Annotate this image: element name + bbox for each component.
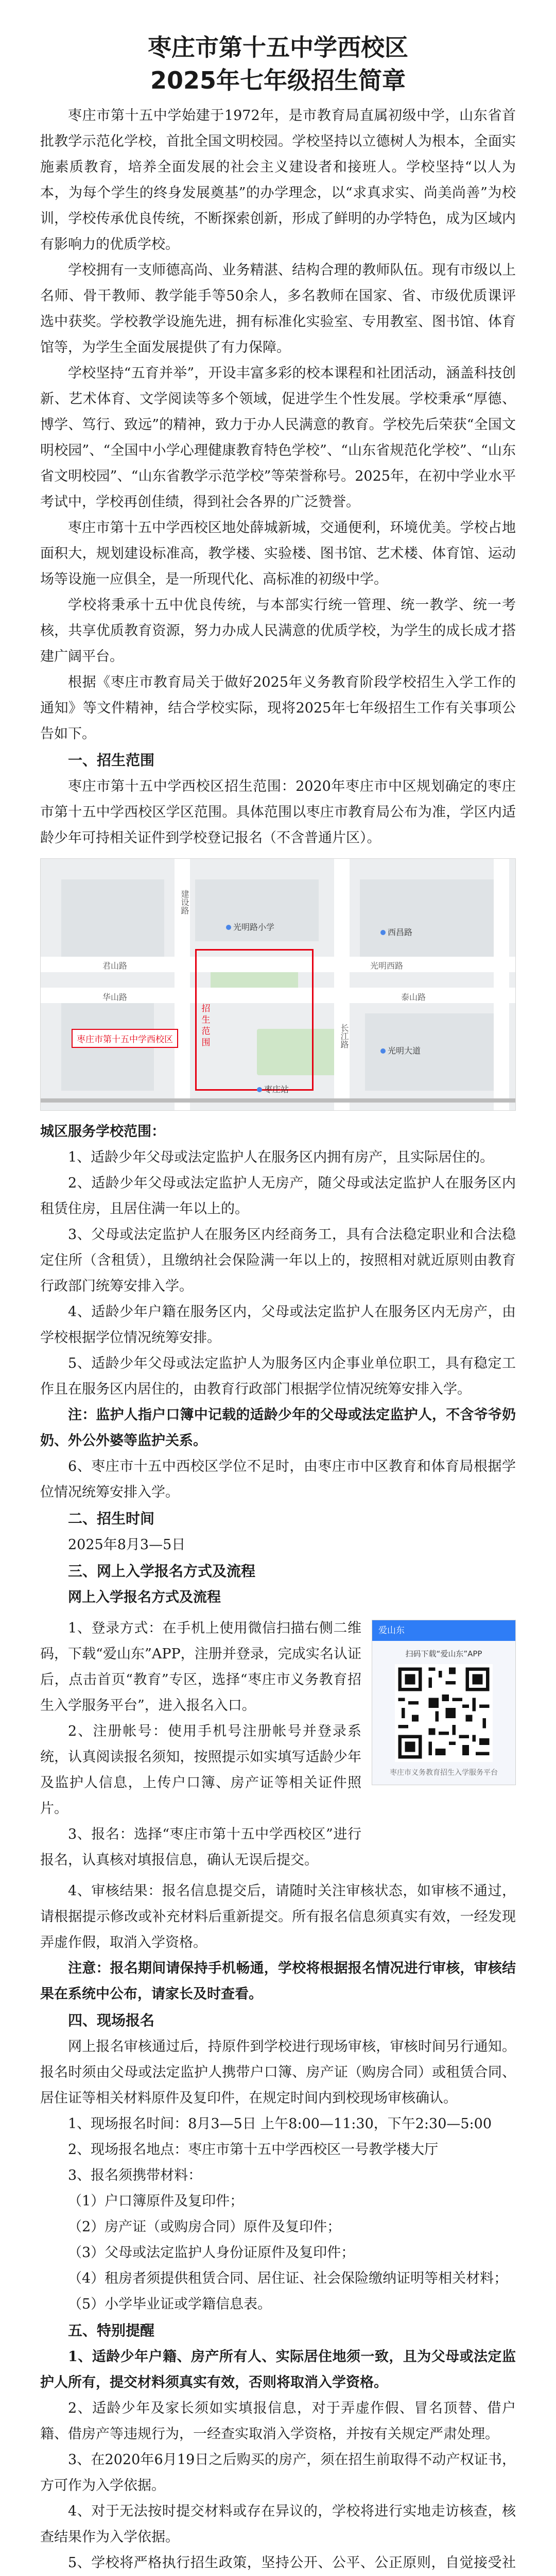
list-item: 3、在2020年6月19日之后购买的房产，须在招生前取得不动产权证书，方可作为入学依据。: [40, 2452, 516, 2494]
poi-marker-icon: [380, 1048, 386, 1054]
list-item: （3）父母或法定监护人身份证原件及复印件；: [68, 2245, 355, 2261]
intro-paragraph: 根据《枣庄市教育局关于做好2025年义务教育阶段学校招生入学工作的通知》等文件精神，结合学校实际，现将2025年七年级招生工作有关事项公告如下。: [40, 674, 516, 742]
info-line: [40, 2111, 516, 2137]
list-item: 2、适龄少年父母或法定监护人无房产，随父母或法定监护人在服务区内租赁住房，且居住满一年以上的。: [40, 1175, 516, 1217]
info-label: 1、现场报名时间：: [68, 2116, 188, 2132]
section-text: 枣庄市第十五中学西校区招生范围：2020年枣庄市中区规划确定的枣庄市第十五中学西校区学区范围。具体范围以枣庄市教育局公布为准，学区内适龄少年可持相关证件到学校登记报名（不含普通片区）。: [40, 778, 516, 846]
list-item: 1、适龄少年父母或法定监护人在服务区内拥有房产，且实际居住的。: [68, 1149, 494, 1165]
map-road: [334, 859, 350, 1110]
road-label: 长江路: [339, 1024, 349, 1048]
info-label: 2、现场报名地点：: [68, 2142, 188, 2158]
road-label: 君山路: [102, 961, 128, 971]
list-item: 2、注册帐号：使用手机号注册帐号并登录系统，认真阅读报名须知，按照提示如实填写适龄少年及监护人信息，上传户口簿、房产证等相关证件照片。: [40, 1723, 361, 1817]
list-item: （1）户口簿原件及复印件；: [68, 2193, 244, 2209]
qr-instructions: [40, 1616, 361, 1873]
section-heading: 二、招生时间: [68, 1510, 155, 1527]
list-item: （4）租房者须提供租赁合同、居住证、社会保险缴纳证明等相关材料；: [68, 2270, 508, 2286]
map-railway: [41, 1098, 515, 1103]
list-item: 3、报名：选择“枣庄市第十五中学西校区”进行报名，认真核对填报信息，确认无误后提交。: [40, 1826, 361, 1868]
qr-code-icon[interactable]: [395, 1664, 493, 1762]
page-title: [40, 31, 516, 97]
map-block: [360, 879, 494, 957]
section-text: 2025年8月3—5日: [68, 1537, 186, 1553]
intro-paragraph: 学校拥有一支师德高尚、业务精湛、结构合理的教师队伍。现有市级以上名师、骨干教师、教学能手等50余人，多名教师在国家、省、市级优质课评选中获奖。学校教学设施先进，拥有标准化实验室、专用教室、图书馆、体育馆等，为学生全面发展提供了有力保障。: [40, 262, 516, 355]
title-line-2: 2025年七年级招生简章: [150, 66, 406, 94]
poi-marker-icon: [226, 925, 231, 930]
school-tag: 枣庄市第十五中学西校区: [72, 1029, 178, 1048]
info-line: [40, 2137, 516, 2163]
road-label: 光明西路: [370, 961, 404, 971]
list-item: （5）小学毕业证或学籍信息表。: [68, 2296, 272, 2312]
info-value: 枣庄市第十五中学西校区一号教学楼大厅: [188, 2142, 439, 2158]
section-text: 网上报名审核通过后，持原件到学校进行现场审核，审核时间另行通知。报名时须由父母或法定监护人携带户口簿、房产证（购房合同）或租赁合同、居住证等相关材料原件及复印件，在规定时间内到校现场审核确认。: [40, 2039, 516, 2106]
map-block: [61, 879, 164, 962]
list-item: 4、对于无法按时提交材料或存在异议的，学校将进行实地走访核查，核查结果作为入学依据。: [40, 2503, 516, 2545]
list-item: 4、适龄少年户籍在服务区内，父母或法定监护人在服务区内无房产，由学校根据学位情况统筹安排。: [40, 1304, 516, 1346]
app-body: [372, 1641, 515, 1785]
qr-caption: 扫码下载“爱山东”APP: [405, 1649, 482, 1658]
sub-heading: 网上入学报名方式及流程: [68, 1589, 221, 1605]
enrollment-boundary: [195, 949, 314, 1091]
app-footer: 枣庄市义务教育招生入学服务平台: [390, 1769, 498, 1777]
road-label: 泰山路: [401, 992, 426, 1002]
road-label: 建设路: [180, 890, 189, 914]
intro-paragraph: 学校坚持“五育并举”，开设丰富多彩的校本课程和社团活动，涵盖科技创新、艺术体育、文学阅读等多个领域，促进学生个性发展。学校秉承“厚德、博学、笃行、致远”的精神，致力于办人民满意的教育。学校先后荣获“全国文明校园”、“全国中小学心理健康教育特色学校”、“山东省规范化学校”、“山东省文明校园”、“山东省教学示范学校”等荣誉称号。2025年，在初中学业水平考试中，学校再创佳绩，得到社会各界的广泛赞誉。: [40, 365, 516, 510]
qr-section: [40, 1616, 516, 1873]
poi-marker-icon: [257, 1087, 262, 1092]
bold-note: 注意：报名期间请保持手机畅通，学校将根据报名情况进行审核，审核结果在系统中公布，请家长及时查看。: [40, 1960, 516, 2002]
list-item: 2、适龄少年及家长须如实填报信息，对于弄虚作假、冒名顶替、借户籍、借房产等违规行为，一经查实取消入学资格，并按有关规定严肃处理。: [40, 2400, 516, 2442]
section-heading: 三、网上入学报名方式及流程: [68, 1563, 256, 1580]
sub-heading: 城区服务学校范围：: [40, 1124, 165, 1140]
list-item: 5、学校将严格执行招生政策，坚持公开、公平、公正原则，自觉接受社: [68, 2555, 516, 2571]
section-heading: 五、特别提醒: [68, 2322, 155, 2339]
map-road: [494, 859, 509, 1110]
app-header: 爱山东: [372, 1620, 515, 1641]
enrollment-map: [40, 858, 516, 1111]
info-value: 8月3—5日 上午8:00—11:30，下午2:30—5:00: [188, 2116, 492, 2132]
map-poi: 枣庄站: [257, 1083, 289, 1095]
intro-paragraph: 枣庄市第十五中学始建于1972年，是市教育局直属初级中学，山东省首批教学示范化学校，首批全国文明校园。学校坚持以立德树人为根本，全面实施素质教育，培养全面发展的社会主义建设者和接班人。学校坚持“以人为本，为每个学生的终身发展奠基”的办学理念，以“求真求实、尚美尚善”为校训，学校传承优良传统，不断探索创新，形成了鲜明的办学特色，成为区域内有影响力的优质学校。: [40, 108, 516, 252]
bold-item: 1、适龄少年户籍、房产所有人、实际居住地须一致，且为父母或法定监护人所有，提交材料须真实有效，否则将取消入学资格。: [40, 2349, 516, 2391]
section-heading: 一、招生范围: [68, 752, 155, 769]
list-item: 6、枣庄市十五中西校区学位不足时，由枣庄市中区教育和体育局根据学位情况统筹安排入学。: [40, 1459, 516, 1500]
title-line-1: 枣庄市第十五中学西校区: [148, 33, 408, 61]
section-heading: 四、现场报名: [68, 2012, 155, 2029]
map-poi: 西昌路: [380, 926, 412, 938]
map-poi: 光明大道: [380, 1044, 421, 1056]
list-item: 5、适龄少年父母或法定监护人为服务区内企事业单位职工，具有稳定工作且在服务区内居住的，由教育行政部门根据学位情况统筹安排入学。: [40, 1355, 516, 1397]
bold-note: 注：监护人指户口簿中记载的适龄少年的父母或法定监护人，不含爷爷奶奶、外公外婆等监护关系。: [40, 1407, 516, 1449]
map-poi: 光明路小学: [226, 921, 274, 933]
list-item: （2）房产证（或购房合同）原件及复印件；: [68, 2219, 341, 2235]
intro-paragraph: 枣庄市第十五中学西校区地处薛城新城，交通便利，环境优美。学校占地面积大，规划建设标准高，教学楼、实验楼、图书馆、艺术楼、体育馆、运动场等设施一应俱全，是一所现代化、高标准的初级中学。: [40, 520, 516, 587]
intro-paragraph: 学校将秉承十五中优良传统，与本部实行统一管理、统一教学、统一考核，共享优质教育资源，努力办成人民满意的优质学校，为学生的成长成才搭建广阔平台。: [40, 597, 516, 665]
boundary-label: 招生范围: [201, 1004, 211, 1048]
list-item: 4、审核结果：报名信息提交后，请随时关注审核状态，如审核不通过，请根据提示修改或补充材料后重新提交。所有报名信息须真实有效，一经发现弄虚作假，取消入学资格。: [40, 1883, 516, 1951]
road-label: 华山路: [102, 992, 128, 1002]
list-item: 1、登录方式：在手机上使用微信扫描右侧二维码，下载“爱山东”APP，注册并登录，完成实名认证后，点击首页“教育”专区，选择“枣庄市义务教育招生入学服务平台”，进入报名入口。: [40, 1620, 361, 1714]
info-line: 3、报名须携带材料：: [68, 2167, 202, 2183]
list-item: 3、父母或法定监护人在服务区内经商务工，具有合法稳定职业和合法稳定住所（含租赁），且缴纳社会保险满一年以上的，按照相对就近原则由教育行政部门统筹安排入学。: [40, 1227, 516, 1294]
app-screenshot: [372, 1620, 516, 1785]
poi-marker-icon: [380, 930, 386, 935]
